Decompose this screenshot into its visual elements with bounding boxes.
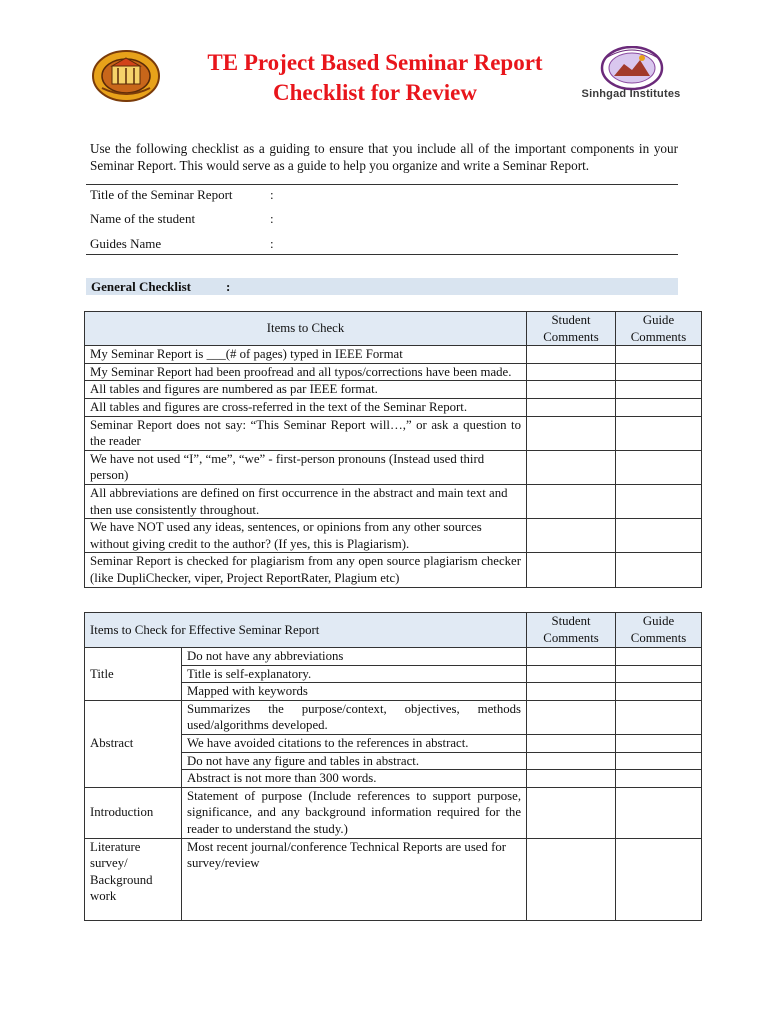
student-comment-cell[interactable] xyxy=(527,519,616,553)
table-row xyxy=(85,787,702,838)
table-row xyxy=(85,648,702,666)
institute-name-caption: Sinhgad Institutes xyxy=(581,88,681,100)
group-label-introduction: Introduction xyxy=(85,787,182,838)
student-comment-cell[interactable] xyxy=(527,770,616,788)
student-comment-cell[interactable] xyxy=(527,752,616,770)
guide-comment-cell[interactable] xyxy=(616,683,702,701)
checklist-item: All tables and figures are cross-referred in the text of the Seminar Report. xyxy=(85,398,527,416)
divider xyxy=(86,254,678,255)
table-row xyxy=(85,484,702,518)
guide-comment-cell[interactable] xyxy=(616,484,702,518)
column-header: Guide Comments xyxy=(616,312,702,346)
student-comment-cell[interactable] xyxy=(527,665,616,683)
student-comment-cell[interactable] xyxy=(527,363,616,381)
guide-comment-cell[interactable] xyxy=(616,770,702,788)
checklist-item: Seminar Report does not say: “This Seminar Report will…,” or ask a question to the reader xyxy=(85,416,527,450)
table-row xyxy=(85,450,702,484)
student-comment-cell[interactable] xyxy=(527,484,616,518)
page-subtitle: Checklist for Review xyxy=(273,80,477,105)
group-label-abstract: Abstract xyxy=(85,700,182,787)
colon: : xyxy=(270,211,274,226)
student-comment-cell[interactable] xyxy=(527,648,616,666)
guide-comment-cell[interactable] xyxy=(616,838,702,920)
column-header: Student Comments xyxy=(527,613,616,648)
checklist-item: All abbreviations are defined on first occurrence in the abstract and main text and then use consistently throughout. xyxy=(85,484,527,518)
column-header: Items to Check xyxy=(85,312,527,346)
checklist-item: Abstract is not more than 300 words. xyxy=(182,770,527,788)
checklist-item: My Seminar Report is ___(# of pages) typed in IEEE Format xyxy=(85,346,527,364)
student-comment-cell[interactable] xyxy=(527,787,616,838)
checklist-item: Statement of purpose (Include references to support purpose, significance, and any background information required for the reader to understand the study.) xyxy=(182,787,527,838)
student-comment-cell[interactable] xyxy=(527,683,616,701)
table-row xyxy=(85,519,702,553)
checklist-item: All tables and figures are numbered as par IEEE format. xyxy=(85,381,527,399)
guide-comment-cell[interactable] xyxy=(616,398,702,416)
table-row xyxy=(85,700,702,734)
guide-comment-cell[interactable] xyxy=(616,450,702,484)
checklist-item: Most recent journal/conference Technical Reports are used for survey/review xyxy=(182,838,527,920)
checklist-item: We have avoided citations to the references in abstract. xyxy=(182,734,527,752)
guide-comment-cell[interactable] xyxy=(616,381,702,399)
student-comment-cell[interactable] xyxy=(527,346,616,364)
table-row xyxy=(85,416,702,450)
student-comment-cell[interactable] xyxy=(527,381,616,399)
checklist-item: Summarizes the purpose/context, objectives, methods used/algorithms developed. xyxy=(182,700,527,734)
colon: : xyxy=(226,279,231,294)
student-comment-cell[interactable] xyxy=(527,398,616,416)
student-comment-cell[interactable] xyxy=(527,553,616,587)
column-header: Student Comments xyxy=(527,312,616,346)
student-comment-cell[interactable] xyxy=(527,450,616,484)
checklist-item: We have NOT used any ideas, sentences, or opinions from any other sources without giving credit to the author? (If yes, this is Plagiarism). xyxy=(85,519,527,553)
table-row xyxy=(85,381,702,399)
checklist-item: Do not have any abbreviations xyxy=(182,648,527,666)
student-comment-cell[interactable] xyxy=(527,734,616,752)
table-header-row xyxy=(85,613,702,648)
general-checklist-heading xyxy=(86,278,678,295)
student-comment-cell[interactable] xyxy=(527,838,616,920)
guide-comment-cell[interactable] xyxy=(616,700,702,734)
colon: : xyxy=(270,236,274,251)
general-checklist-table xyxy=(84,311,702,588)
checklist-item: My Seminar Report had been proofread and all typos/corrections have been made. xyxy=(85,363,527,381)
checklist-item: Mapped with keywords xyxy=(182,683,527,701)
seminar-title-label: Title of the Seminar Report xyxy=(90,187,233,202)
group-label-title: Title xyxy=(85,648,182,701)
intro-paragraph: Use the following checklist as a guiding to ensure that you include all of the important components in your Seminar Report. This would serve as a guide to help you organize and write a Seminar Report. xyxy=(90,141,678,173)
colon: : xyxy=(270,187,274,202)
student-name-label: Name of the student xyxy=(90,211,196,226)
university-emblem-icon xyxy=(92,50,160,102)
checklist-item: Do not have any figure and tables in abstract. xyxy=(182,752,527,770)
student-name-row xyxy=(90,210,274,228)
checklist-item: Title is self-explanatory. xyxy=(182,665,527,683)
guide-name-label: Guides Name xyxy=(90,236,162,251)
guide-comment-cell[interactable] xyxy=(616,665,702,683)
guide-comment-cell[interactable] xyxy=(616,648,702,666)
divider xyxy=(86,184,678,185)
student-comment-cell[interactable] xyxy=(527,700,616,734)
guide-comment-cell[interactable] xyxy=(616,787,702,838)
table-row xyxy=(85,838,702,920)
guide-comment-cell[interactable] xyxy=(616,752,702,770)
table-row xyxy=(85,553,702,587)
table-row xyxy=(85,398,702,416)
guide-comment-cell[interactable] xyxy=(616,553,702,587)
table-header-row xyxy=(85,312,702,346)
guide-comment-cell[interactable] xyxy=(616,734,702,752)
checklist-item: We have not used “I”, “me”, “we” - first-person pronouns (Instead used third person) xyxy=(85,450,527,484)
checklist-item: Seminar Report is checked for plagiarism from any open source plagiarism checker (like DupliChecker, viper, Project ReportRater, Plagium etc) xyxy=(85,553,527,587)
seminar-title-row xyxy=(90,186,274,204)
guide-comment-cell[interactable] xyxy=(616,363,702,381)
table-row xyxy=(85,346,702,364)
guide-comment-cell[interactable] xyxy=(616,416,702,450)
section-label: General Checklist xyxy=(91,279,192,294)
group-label-literature-survey: Literature survey/ Background work xyxy=(85,838,182,920)
table-row xyxy=(85,363,702,381)
column-header: Items to Check for Effective Seminar Report xyxy=(85,613,527,648)
column-header: Guide Comments xyxy=(616,613,702,648)
guide-name-row xyxy=(90,235,274,253)
guide-comment-cell[interactable] xyxy=(616,519,702,553)
student-comment-cell[interactable] xyxy=(527,416,616,450)
page-title: TE Project Based Seminar Report xyxy=(207,50,543,75)
guide-comment-cell[interactable] xyxy=(616,346,702,364)
effective-report-table xyxy=(84,612,702,921)
